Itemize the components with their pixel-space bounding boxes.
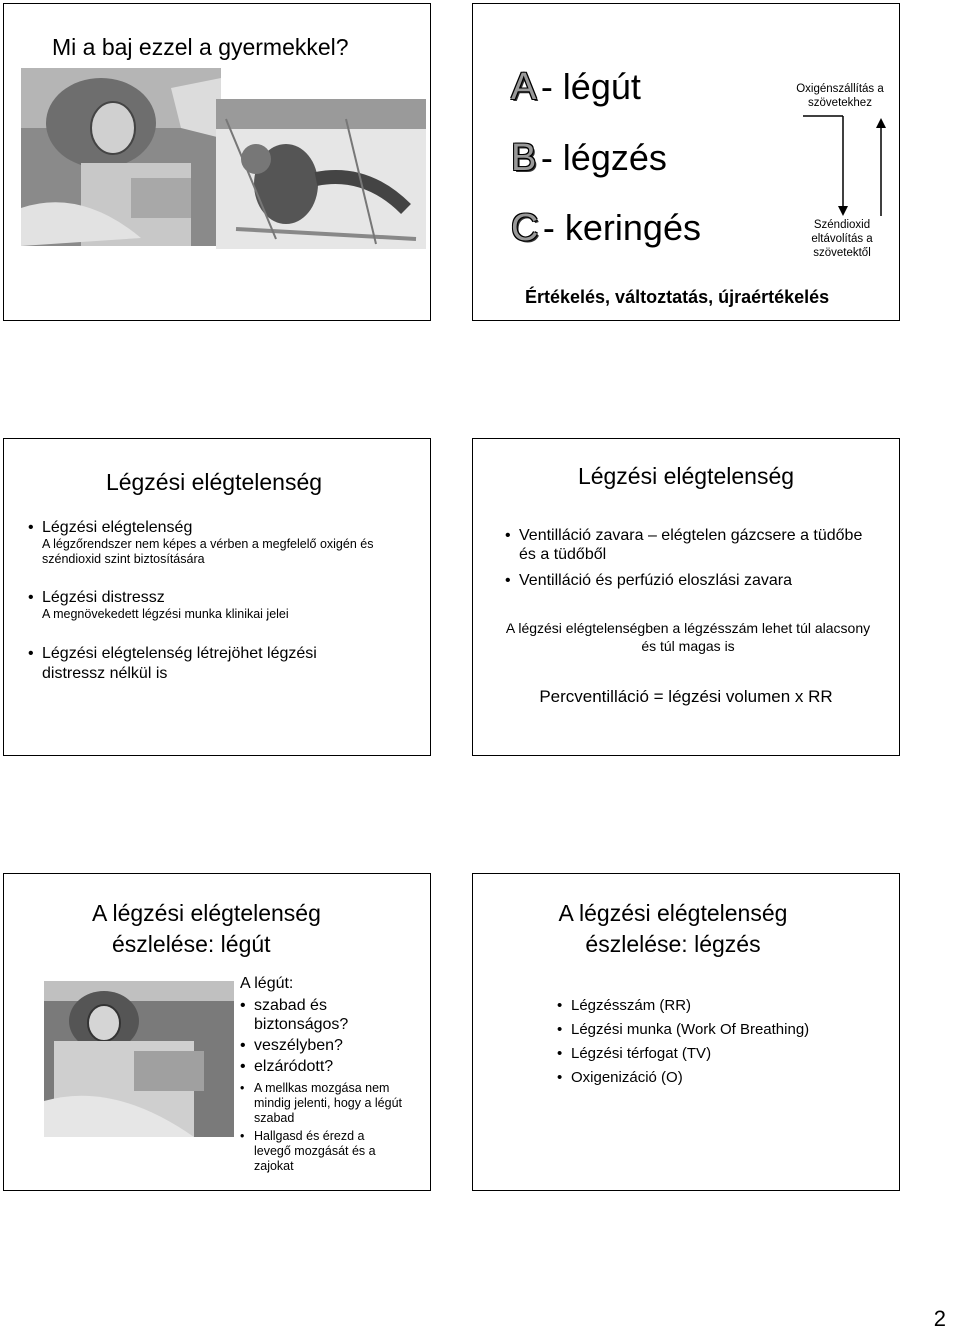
item-text: Légzési térfogat (TV) bbox=[571, 1045, 712, 1062]
slide-title: Légzési elégtelenség bbox=[577, 463, 795, 489]
breathing-checklist bbox=[557, 994, 877, 1090]
abc-letter: B bbox=[511, 137, 537, 179]
list-item bbox=[28, 519, 408, 567]
sub-text: A megnövekedett légzési munka klinikai jelei bbox=[42, 607, 289, 621]
list-item bbox=[240, 1036, 395, 1055]
list-item bbox=[557, 1042, 877, 1066]
bullet-list bbox=[505, 526, 875, 590]
item-text: szabad és biztonságos? bbox=[254, 997, 349, 1033]
bullet-list bbox=[28, 519, 408, 684]
minute-ventilation-formula: Percventilláció = légzési volumen x RR bbox=[539, 687, 833, 706]
list-item bbox=[505, 571, 875, 590]
child-photo-1 bbox=[21, 68, 221, 246]
item-text: veszélyben? bbox=[254, 1037, 343, 1054]
airway-lead: A légút: bbox=[240, 975, 294, 992]
abc-row-b bbox=[511, 137, 667, 180]
bullet-text: Légzési elégtelenség bbox=[42, 519, 193, 536]
airway-checklist bbox=[240, 996, 395, 1076]
slide-4 bbox=[472, 438, 900, 756]
abc-text: - légút bbox=[540, 66, 641, 107]
abc-text: - keringés bbox=[542, 207, 701, 248]
bullet-text: Légzési distressz bbox=[42, 589, 165, 606]
flow-arrows bbox=[793, 112, 893, 222]
rate-note: A légzési elégtelenségben a légzésszám lehet túl alacsony és túl magas is bbox=[505, 620, 871, 654]
note-text: Hallgasd és érezd a levegő mozgását és a zajokat bbox=[254, 1129, 376, 1173]
slide-5 bbox=[3, 873, 431, 1191]
list-item bbox=[557, 994, 877, 1018]
abc-text: - légzés bbox=[540, 137, 667, 178]
airway-notes bbox=[240, 1081, 420, 1174]
note-text: A mellkas mozgása nem mindig jelenti, hogy a légút szabad bbox=[254, 1081, 403, 1125]
item-text: elzáródott? bbox=[254, 1058, 334, 1075]
slide-1 bbox=[3, 3, 431, 321]
item-text: Oxigenizáció (O) bbox=[571, 1069, 683, 1086]
title-line-1: A légzési elégtelenség bbox=[558, 900, 788, 926]
abc-letter: A bbox=[511, 66, 537, 108]
list-item bbox=[240, 1057, 395, 1076]
co2-removal-label: Széndioxid eltávolítás a szövetektől bbox=[811, 219, 873, 259]
slide-3 bbox=[3, 438, 431, 756]
list-item bbox=[28, 644, 372, 684]
slide-title bbox=[92, 898, 321, 960]
list-item bbox=[28, 589, 408, 622]
slide-6 bbox=[472, 873, 900, 1191]
abc-row-c bbox=[511, 207, 701, 250]
evaluation-footer: Értékelés, változtatás, újraértékelés bbox=[525, 287, 830, 307]
title-line-1: A légzési elégtelenség bbox=[92, 900, 321, 926]
oxygen-transport-label: Oxigénszállítás a szövetekhez bbox=[796, 83, 884, 109]
child-photo-2 bbox=[216, 99, 426, 249]
child-airway-photo bbox=[44, 981, 234, 1137]
slide-title bbox=[473, 898, 873, 960]
abc-letter: C bbox=[511, 207, 539, 249]
bullet-text: Ventilláció zavara – elégtelen gázcsere a tüdőbe és a tüdőből bbox=[519, 527, 863, 563]
bullet-text: Ventilláció és perfúzió eloszlási zavara bbox=[519, 572, 793, 589]
sub-text: A légzőrendszer nem képes a vérben a megfelelő oxigén és széndioxid szint biztosítására bbox=[42, 537, 374, 566]
slide-title: Mi a baj ezzel a gyermekkel? bbox=[52, 34, 349, 60]
list-item bbox=[240, 996, 395, 1034]
bullet-text: Légzési elégtelenség létrejöhet légzési distressz nélkül is bbox=[42, 645, 317, 682]
slide-title: Légzési elégtelenség bbox=[105, 469, 323, 495]
list-item bbox=[505, 526, 875, 564]
list-item bbox=[240, 1081, 420, 1126]
item-text: Légzési munka (Work Of Breathing) bbox=[571, 1021, 810, 1038]
list-item bbox=[240, 1129, 404, 1174]
list-item bbox=[557, 1018, 877, 1042]
title-line-2: észlelése: légzés bbox=[585, 931, 761, 957]
abc-row-a bbox=[511, 66, 641, 109]
slide-2 bbox=[472, 3, 900, 321]
page-number: 2 bbox=[933, 1306, 946, 1331]
list-item bbox=[557, 1066, 877, 1090]
item-text: Légzésszám (RR) bbox=[571, 997, 692, 1014]
title-line-2: észlelése: légút bbox=[112, 931, 271, 957]
